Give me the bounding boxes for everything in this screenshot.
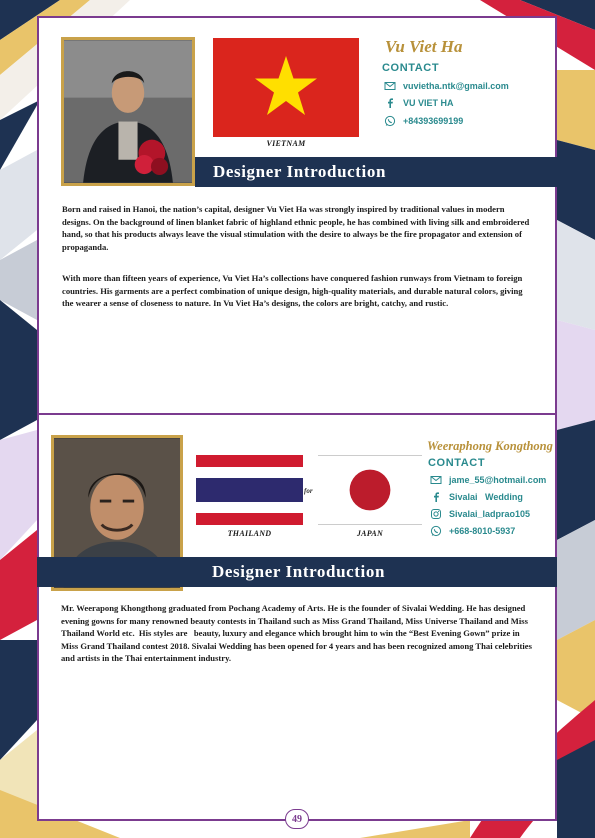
flag-japan	[318, 455, 422, 525]
instagram-icon	[430, 508, 442, 520]
contact-title: CONTACT	[428, 457, 486, 469]
contact-instagram[interactable]	[430, 508, 530, 520]
flag-label-japan: JAPAN	[356, 529, 384, 538]
flag-label-thailand: THAILAND	[227, 529, 272, 538]
section-title: Designer Introduction	[213, 162, 387, 181]
email-icon	[384, 80, 396, 92]
contact-email[interactable]	[430, 474, 546, 486]
intro-paragraph-1: Mr. Weerapong Khongthong graduated from Pochang Academy of Arts. He is the founder of Sivalai Wedding. He has designed evening gowns for many renowned beauty contests in Thailand such as Miss Grand Thailand, Miss Universe Thailand and Miss Thailand World etc. His styles are beauty, luxury and elegance which brought him to win the “Best Evening Gown” prize in Miss Grand Thailand contest 2018. Sivalai Wedding has been opened for 4 years and has been recognized among Thai celebrities and artists in the Thai entertainment industry.	[61, 603, 535, 664]
email-icon	[430, 474, 442, 486]
contact-facebook[interactable]	[430, 491, 523, 503]
facebook-icon	[430, 491, 442, 503]
contact-facebook[interactable]	[384, 97, 454, 109]
designer-name: Weeraphong Kongthong	[427, 439, 553, 453]
contact-title: CONTACT	[382, 62, 440, 74]
whatsapp-icon	[384, 115, 396, 127]
contact-whatsapp-text: +668-8010-5937	[449, 526, 516, 536]
designer-name: Vu Viet Ha	[385, 37, 463, 56]
flag-thailand	[196, 455, 303, 525]
whatsapp-icon	[430, 525, 442, 537]
contact-email-text: jame_55@hotmail.com	[449, 475, 547, 485]
contact-whatsapp-text: +84393699199	[403, 116, 464, 126]
contact-facebook-text: VU VIET HA	[403, 98, 454, 108]
contact-email-text: vuvietha.ntk@gmail.com	[403, 81, 509, 91]
star-icon	[213, 38, 359, 137]
contact-whatsapp[interactable]	[430, 525, 515, 537]
intro-paragraph-1: Born and raised in Hanoi, the nation’s capital, designer Vu Viet Ha was strongly inspired by traditional values in modern designs. On the background of linen blanket fabric of highland ethnic people, he has combined with living silk and embroidered hand, so that his products always leave the visual stimulation with the desire to always be the fire propagator and extension of propaganda.	[62, 204, 530, 252]
page-number: 49	[285, 809, 309, 829]
section-divider	[37, 413, 557, 415]
for-connector: for	[304, 487, 313, 495]
contact-whatsapp[interactable]	[384, 115, 463, 127]
contact-facebook-text: Sivalai Wedding	[449, 492, 523, 502]
designer-photo-vu-viet-ha	[61, 37, 195, 186]
intro-paragraph-2: With more than fifteen years of experience, Vu Viet Ha’s collections have conquered fashion runways from Vietnam to foreign countries. His garments are a perfect combination of unique design, high-quality materials, and durable natural colors, giving the wearer a sense of closeness to nature. In Vu Viet Ha’s designs, the colors are bright, catchy, and rustic.	[62, 273, 523, 309]
contact-instagram-text: Sivalai_ladprao105	[449, 509, 531, 519]
contact-email[interactable]	[384, 80, 509, 92]
flag-vietnam	[213, 38, 359, 137]
section-title-band	[37, 557, 557, 587]
facebook-icon	[384, 97, 396, 109]
section-title-band	[195, 157, 557, 187]
flag-label-vietnam: VIETNAM	[266, 139, 306, 148]
section-title: Designer Introduction	[212, 562, 386, 581]
